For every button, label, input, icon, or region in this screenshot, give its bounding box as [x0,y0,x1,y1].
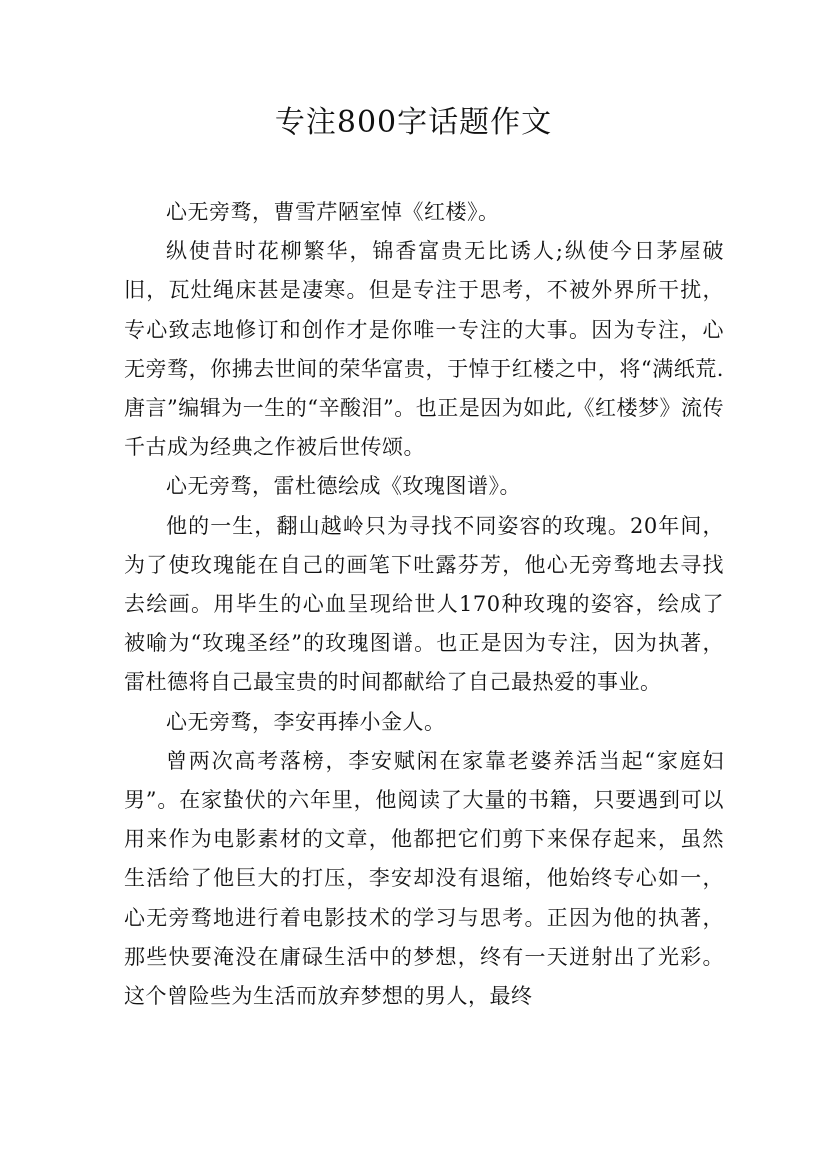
paragraph-2: 纵使昔时花柳繁华，锦香富贵无比诱人;纵使今日茅屋破旧，瓦灶绳床甚是凄寒。但是专注于思考，不被外界所干扰，专心致志地修订和创作才是你唯一专注的大事。因为专注，心无旁骛，你拂去世间的荣华富贵，于悼于红楼之中，将“满纸荒.唐言”编辑为一生的“辛酸泪”。也正是因为如此,《红楼梦》流传千古成为经典之作被后世传颂。 [124,239,724,460]
document-title: 专注800字话题作文 [274,105,553,140]
paragraph-5: 心无旁骛，李安再捧小金人。 [166,709,446,734]
document-body [124,193,724,1016]
paragraph-1: 心无旁骛，曹雪芹陋室悼《红楼》。 [166,200,500,224]
paragraph-6: 曾两次高考落榜，李安赋闲在家靠老婆养活当起“家庭妇男”。在家蛰伏的六年里，他阅读了大量的书籍，只要遇到可以用来作为电影素材的文章，他都把它们剪下来保存起来，虽然生活给了他巨大的打压，李安却没有退缩，他始终专心如一，心无旁骛地进行着电影技术的学习与思考。正因为他的执著，那些快要淹没在庸碌生活中的梦想，终有一天迸射出了光彩。这个曾险些为生活而放弃梦想的男人，最终 [124,748,724,1009]
paragraph-3: 心无旁骛，雷杜德绘成《玫瑰图谱》。 [166,474,521,499]
paragraph-4: 他的一生，翻山越岭只为寻找不同姿容的玫瑰。20年间，为了使玫瑰能在自己的画笔下吐露芬芳，他心无旁骛地去寻找去绘画。用毕生的心血呈现给世人170种玫瑰的姿容，绘成了被喻为“玫瑰圣经”的玫瑰图谱。也正是因为专注，因为执著，雷杜德将自己最宝贵的时间都献给了自己最热爱的事业。 [124,513,724,695]
